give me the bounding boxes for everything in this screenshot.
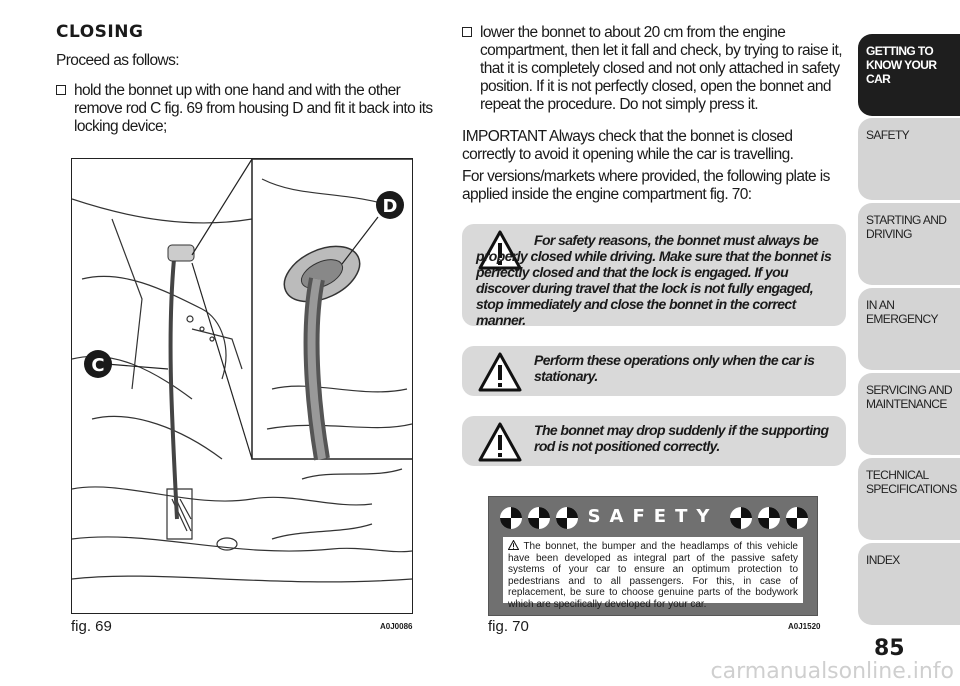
tab-safety[interactable]: SAFETY <box>858 118 960 200</box>
section-heading: CLOSING <box>56 22 144 42</box>
warning-text: The bonnet may drop suddenly if the supporting rod is not positioned correctly. <box>534 422 829 454</box>
figure-caption: fig. 69 <box>71 618 112 635</box>
plate-text: The bonnet, the bumper and the headlamps of this vehicle have been developed as integral part of the passive safety systems of your car to ensure an optimum protection to pedestrians and to all passengers. For this, in case of replacement, be sure to choose genuine parts of the bodywork which are specifically developed for your car. <box>508 541 798 610</box>
bonnet-rod-drawing <box>72 159 412 613</box>
figure-70-safety-plate <box>488 496 818 616</box>
safety-plate <box>497 503 809 609</box>
checkbox-bullet-icon <box>462 27 472 37</box>
tab-index[interactable]: INDEX <box>858 543 960 625</box>
warning-triangle-icon <box>478 352 522 392</box>
tab-getting-to-know-your-car[interactable]: GETTING TO KNOW YOUR CAR <box>858 34 960 116</box>
warning-panel <box>462 224 846 326</box>
figure-69-illustration <box>71 158 413 614</box>
watermark: carmanualsonline.info <box>710 659 954 684</box>
bullet-item <box>462 24 846 114</box>
figure-caption: fig. 70 <box>488 618 529 635</box>
warning-panel <box>462 346 846 396</box>
plate-title: SAFETY <box>587 506 719 527</box>
tab-technical-specifications[interactable]: TECHNICAL SPECIFICATIONS <box>858 458 960 540</box>
warning-text: For safety reasons, the bonnet must always be properly closed while driving. Make sure that the bonnet is perfectly closed and that the lock is engaged. If you discover during travel that the lock is not fully engaged, stop immediately and close the bonnet in the correct manner. <box>476 232 832 328</box>
svg-text:C: C <box>91 355 105 376</box>
intro-text: Proceed as follows: <box>56 52 179 69</box>
plate-body <box>503 537 803 610</box>
tab-in-an-emergency[interactable]: IN AN EMERGENCY <box>858 288 960 370</box>
bullet-text: lower the bonnet to about 20 cm from the engine compartment, then let it fall and check, by trying to raise it, that it is completely closed and not only attached in safety position. If it is not perfectly closed, open the bonnet and repeat the procedure. Do not simply press it. <box>480 24 842 113</box>
checkbox-bullet-icon <box>56 85 66 95</box>
bullet-text: hold the bonnet up with one hand and with the other remove rod C fig. 69 from housing D and fit it back into its locking device; <box>74 82 433 135</box>
important-note: IMPORTANT Always check that the bonnet is closed correctly to avoid it opening while the car is travelling. <box>462 128 794 163</box>
bullet-item <box>56 82 436 136</box>
page-number: 85 <box>874 636 905 661</box>
warning-text: Perform these operations only when the car is stationary. <box>534 352 815 384</box>
svg-text:D: D <box>382 196 398 217</box>
tab-servicing-and-maintenance[interactable]: SERVICING AND MAINTENANCE <box>858 373 960 455</box>
warning-triangle-icon <box>478 422 522 462</box>
figure-code: A0J1520 <box>788 622 821 631</box>
tab-starting-and-driving[interactable]: STARTING AND DRIVING <box>858 203 960 285</box>
versions-note: For versions/markets where provided, the following plate is applied inside the engine compartment fig. 70: <box>462 168 830 203</box>
warning-triangle-icon <box>508 540 519 550</box>
figure-code: A0J0086 <box>380 622 413 631</box>
warning-panel <box>462 416 846 466</box>
